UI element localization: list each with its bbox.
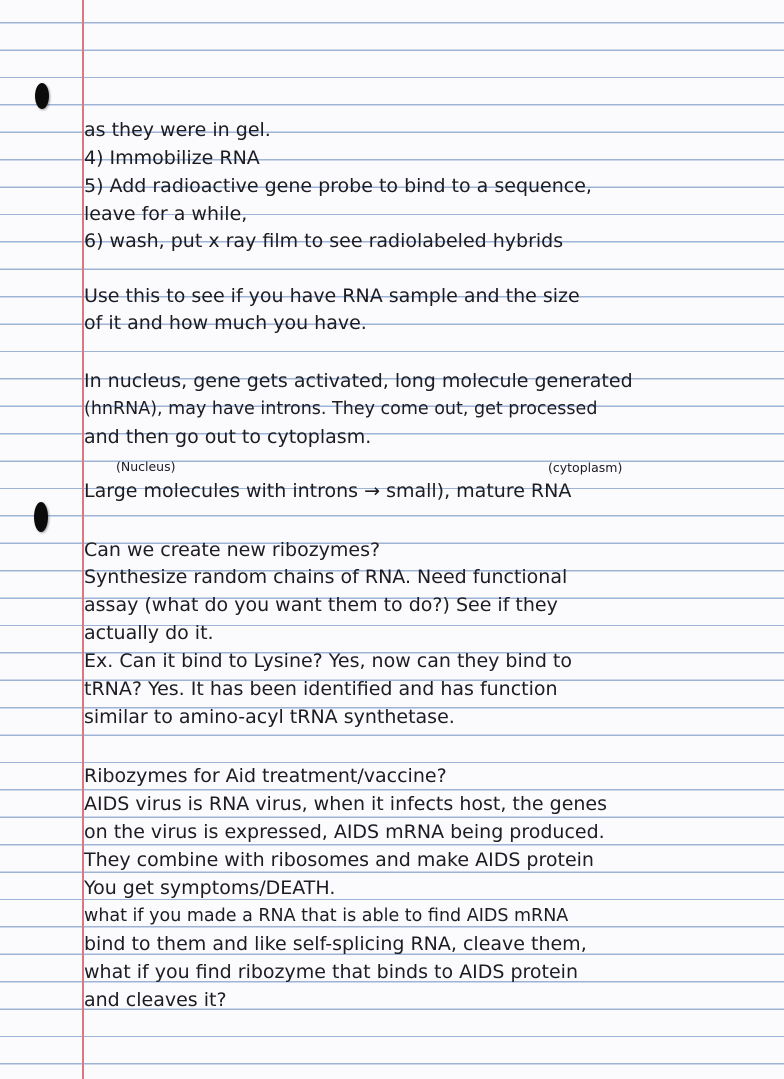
note-line: Ex. Can it bind to Lysine? Yes, now can they bind to (84, 650, 572, 672)
note-line: Large molecules with introns → small), mature RNA (84, 480, 572, 502)
note-line: what if you find ribozyme that binds to AIDS protein (84, 961, 578, 983)
note-line: Can we create new ribozymes? (84, 539, 381, 561)
note-line: bind to them and like self-splicing RNA, cleave them, (84, 933, 587, 955)
nucleus-annotation: (Nucleus) (116, 459, 176, 474)
note-line: 5) Add radioactive gene probe to bind to a sequence, (84, 175, 592, 197)
note-line: You get symptoms/DEATH. (84, 877, 336, 899)
note-line: Synthesize random chains of RNA. Need functional (84, 566, 568, 588)
note-line: (hnRNA), may have introns. They come out, get processed (84, 399, 598, 419)
note-line: 6) wash, put x ray film to see radiolabeled hybrids (84, 230, 564, 252)
note-line: leave for a while, (84, 203, 248, 225)
note-line: actually do it. (84, 622, 214, 644)
note-line: and then go out to cytoplasm. (84, 426, 372, 448)
note-line: They combine with ribosomes and make AIDS protein (84, 849, 594, 871)
note-line: Use this to see if you have RNA sample and the size (84, 285, 580, 307)
note-line: what if you made a RNA that is able to find AIDS mRNA (84, 906, 569, 926)
note-line: and cleaves it? (84, 989, 227, 1011)
note-line: In nucleus, gene gets activated, long molecule generated (84, 370, 633, 392)
note-line: 4) Immobilize RNA (84, 147, 260, 169)
cytoplasm-annotation: (cytoplasm) (548, 460, 623, 475)
note-line: on the virus is expressed, AIDS mRNA being produced. (84, 821, 605, 843)
note-line: Ribozymes for Aid treatment/vaccine? (84, 765, 447, 787)
note-line: AIDS virus is RNA virus, when it infects host, the genes (84, 793, 608, 815)
note-line: assay (what do you want them to do?) See if they (84, 594, 558, 616)
note-line: of it and how much you have. (84, 312, 367, 334)
note-line: as they were in gel. (84, 119, 271, 141)
note-line: similar to amino-acyl tRNA synthetase. (84, 706, 455, 728)
note-line: tRNA? Yes. It has been identified and has function (84, 678, 558, 700)
